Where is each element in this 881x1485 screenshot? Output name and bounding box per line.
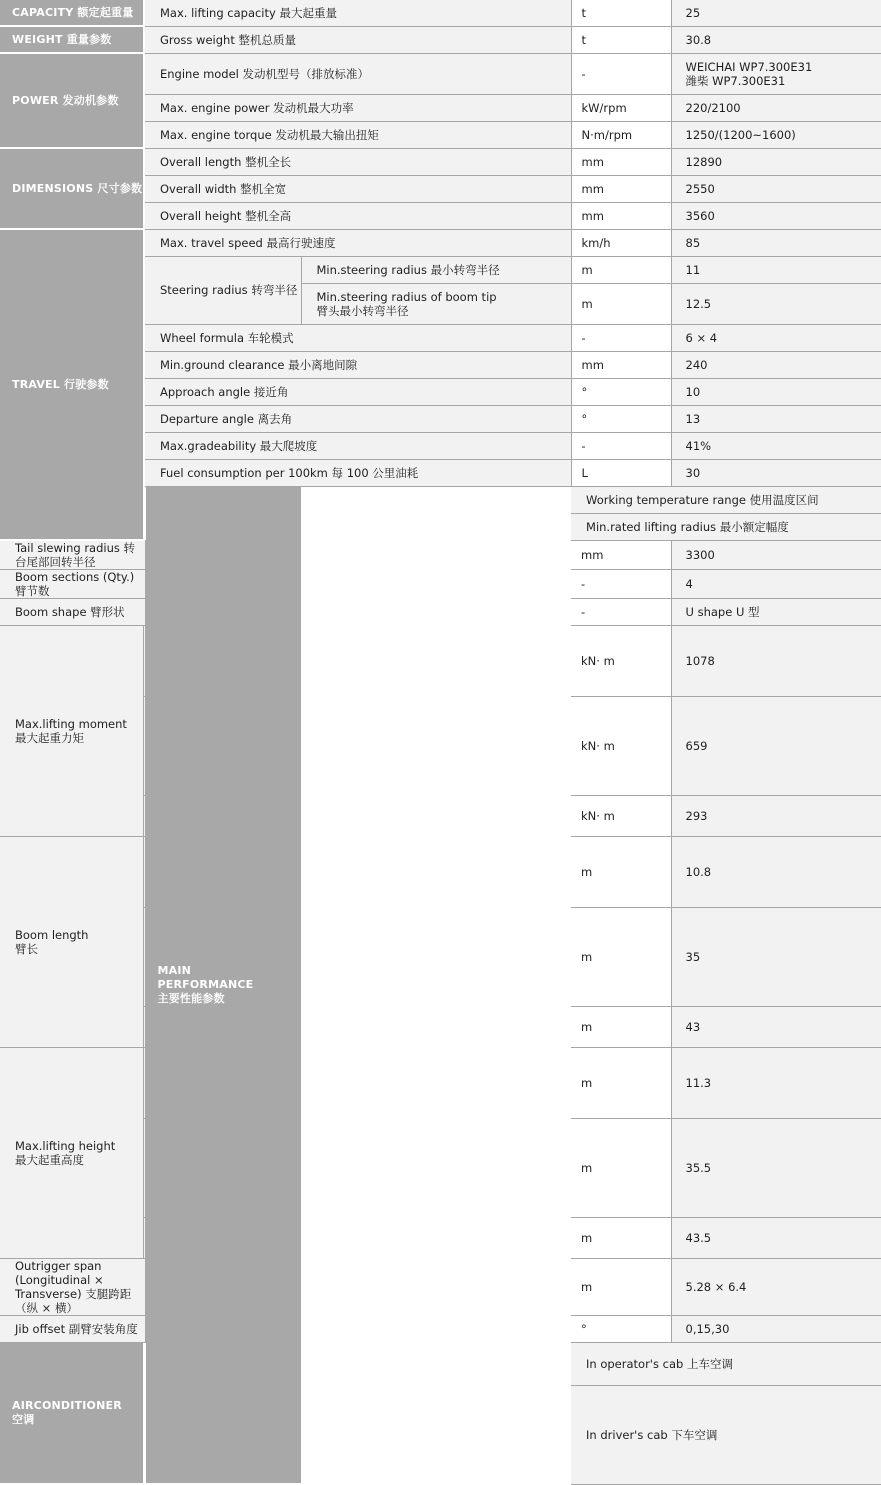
param-cell [301,283,571,324]
value-cell [671,53,881,94]
value-cell: 10.8 [671,837,881,908]
value-cell-line: 潍柴 WP7.300E31 [685,73,786,88]
param-group-cell [0,837,143,1048]
spec-row [0,53,881,94]
value-cell: 41% [671,432,881,459]
unit-cell: kW/rpm [571,94,671,121]
param-cell [143,1218,145,1259]
category-cell [145,486,301,1484]
value-cell: 85 [671,229,881,256]
unit-cell: - [571,324,671,351]
category-cell [0,229,143,540]
spec-row [0,229,881,256]
param-cell: Max.gradeability 最大爬坡度 [145,432,571,459]
unit-cell: ° [571,1316,671,1343]
value-cell: 0,15,30 [671,1316,881,1343]
param-cell [143,796,145,837]
unit-cell: - [571,53,671,94]
param-cell: Min.steering radius 最小转弯半径 [301,256,571,283]
param-cell: Max. lifting capacity 最大起重量 [145,0,571,26]
param-cell [143,908,145,1007]
value-cell: 3300 [671,540,881,570]
param-cell: In driver's cab 下车空调 [571,1385,881,1484]
param-group-cell [0,626,143,837]
category-cell-line: MAIN [157,963,192,977]
unit-cell: - [571,570,671,599]
value-cell: 5.28 × 6.4 [671,1259,881,1316]
value-cell: 10 [671,378,881,405]
unit-cell: m [571,1259,671,1316]
value-cell: 30.8 [671,26,881,53]
category-gap [301,486,571,1484]
param-cell: Approach angle 接近角 [145,378,571,405]
unit-cell: t [571,26,671,53]
param-cell: Boom sections (Qty.) 臂节数 [0,570,145,599]
param-cell: Max. engine power 发动机最大功率 [145,94,571,121]
unit-cell: - [571,432,671,459]
param-cell [143,1007,145,1048]
param-cell: Overall length 整机全长 [145,148,571,175]
param-cell: Min.ground clearance 最小离地间隙 [145,351,571,378]
value-cell: 240 [671,351,881,378]
param-group-cell-line: Max.lifting height [15,1139,116,1153]
unit-cell: m [571,1007,671,1048]
param-cell: Tail slewing radius 转台尾部回转半径 [0,540,145,570]
category-gap [143,1343,145,1485]
unit-cell: kN· m [571,697,671,796]
param-group-cell-line: 臂长 [15,942,38,956]
category-cell [0,53,143,148]
category-cell-line: CAPACITY 额定起重量 [12,5,134,19]
param-cell [143,837,145,908]
param-cell: Jib offset 副臂安装角度 [0,1316,145,1343]
param-group-cell-line: Max.lifting moment [15,717,127,731]
category-cell [0,1343,143,1485]
value-cell: 30 [671,459,881,486]
unit-cell: m [571,837,671,908]
unit-cell: mm [571,175,671,202]
unit-cell: mm [571,202,671,229]
unit-cell: mm [571,351,671,378]
spec-row [0,148,881,175]
category-cell-line: TRAVEL 行驶参数 [12,377,109,391]
unit-cell: m [571,1119,671,1218]
unit-cell: N·m/rpm [571,121,671,148]
unit-cell: t [571,0,671,26]
param-cell: Overall height 整机全高 [145,202,571,229]
param-cell [143,697,145,796]
param-cell: Engine model 发动机型号（排放标准） [145,53,571,94]
param-cell: Departure angle 离去角 [145,405,571,432]
value-cell: 4 [671,570,881,599]
unit-cell: m [571,1048,671,1119]
param-cell: Gross weight 整机总质量 [145,26,571,53]
unit-cell: m [571,908,671,1007]
category-cell-line: PERFORMANCE [157,977,254,991]
unit-cell: mm [571,148,671,175]
value-cell: 2550 [671,175,881,202]
category-cell-line: 主要性能参数 [157,991,225,1005]
unit-cell: ° [571,378,671,405]
value-cell-line: WEICHAI WP7.300E31 [685,59,813,74]
unit-cell: m [571,1218,671,1259]
param-cell-line: 臂头最小转弯半径 [316,303,409,318]
param-cell: Outrigger span (Longitudinal × Transverse) 支腿跨距（纵 × 横） [0,1259,145,1316]
param-cell [143,1048,145,1119]
category-cell-line: AIRCONDITIONER [12,1399,122,1412]
value-cell: 659 [671,697,881,796]
param-cell: In operator's cab 上车空调 [571,1343,881,1386]
category-cell-line: WEIGHT 重量参数 [12,32,112,46]
unit-cell: m [571,256,671,283]
value-cell: 12890 [671,148,881,175]
param-cell: Boom shape 臂形状 [0,599,145,626]
category-cell [0,0,143,26]
unit-cell: ° [571,405,671,432]
category-cell-line: DIMENSIONS 尺寸参数 [12,181,143,195]
param-cell: Max. engine torque 发动机最大输出扭矩 [145,121,571,148]
value-cell: 293 [671,796,881,837]
param-cell: Fuel consumption per 100km 每 100 公里油耗 [145,459,571,486]
value-cell: 3560 [671,202,881,229]
spec-row [0,0,881,26]
param-cell [143,1119,145,1218]
param-group-cell-line: 最大起重力矩 [15,731,84,745]
category-cell-line: POWER 发动机参数 [12,93,119,107]
value-cell: 6 × 4 [671,324,881,351]
value-cell: 13 [671,405,881,432]
unit-cell: kN· m [571,796,671,837]
spec-row [0,26,881,53]
value-cell: 11 [671,256,881,283]
category-cell [0,26,143,53]
param-group-cell [145,256,301,324]
param-cell: Working temperature range 使用温度区间 [571,486,881,513]
unit-cell: kN· m [571,626,671,697]
unit-cell: km/h [571,229,671,256]
unit-cell: L [571,459,671,486]
value-cell: U shape U 型 [671,599,881,626]
value-cell: 43.5 [671,1218,881,1259]
category-cell [0,148,143,229]
value-cell: 12.5 [671,283,881,324]
param-group-cell-line: Steering radius 转弯半径 [160,283,298,297]
value-cell: 1250/(1200~1600) [671,121,881,148]
param-cell: Wheel formula 车轮模式 [145,324,571,351]
value-cell: 1078 [671,626,881,697]
param-cell: Overall width 整机全宽 [145,175,571,202]
param-group-cell-line: 最大起重高度 [15,1153,84,1167]
param-cell-line: Min.steering radius of boom tip [316,289,497,304]
value-cell: 220/2100 [671,94,881,121]
value-cell: 35.5 [671,1119,881,1218]
value-cell: 43 [671,1007,881,1048]
param-cell: Max. travel speed 最高行驶速度 [145,229,571,256]
unit-cell: - [571,599,671,626]
unit-cell: m [571,283,671,324]
value-cell: 35 [671,908,881,1007]
value-cell: 11.3 [671,1048,881,1119]
category-cell-line: 空调 [12,1413,35,1426]
value-cell: 25 [671,0,881,26]
param-group-cell [0,1048,143,1259]
param-cell [143,626,145,697]
param-group-cell-line: Boom length [15,928,89,942]
unit-cell: mm [571,540,671,570]
param-cell: Min.rated lifting radius 最小额定幅度 [571,513,881,540]
